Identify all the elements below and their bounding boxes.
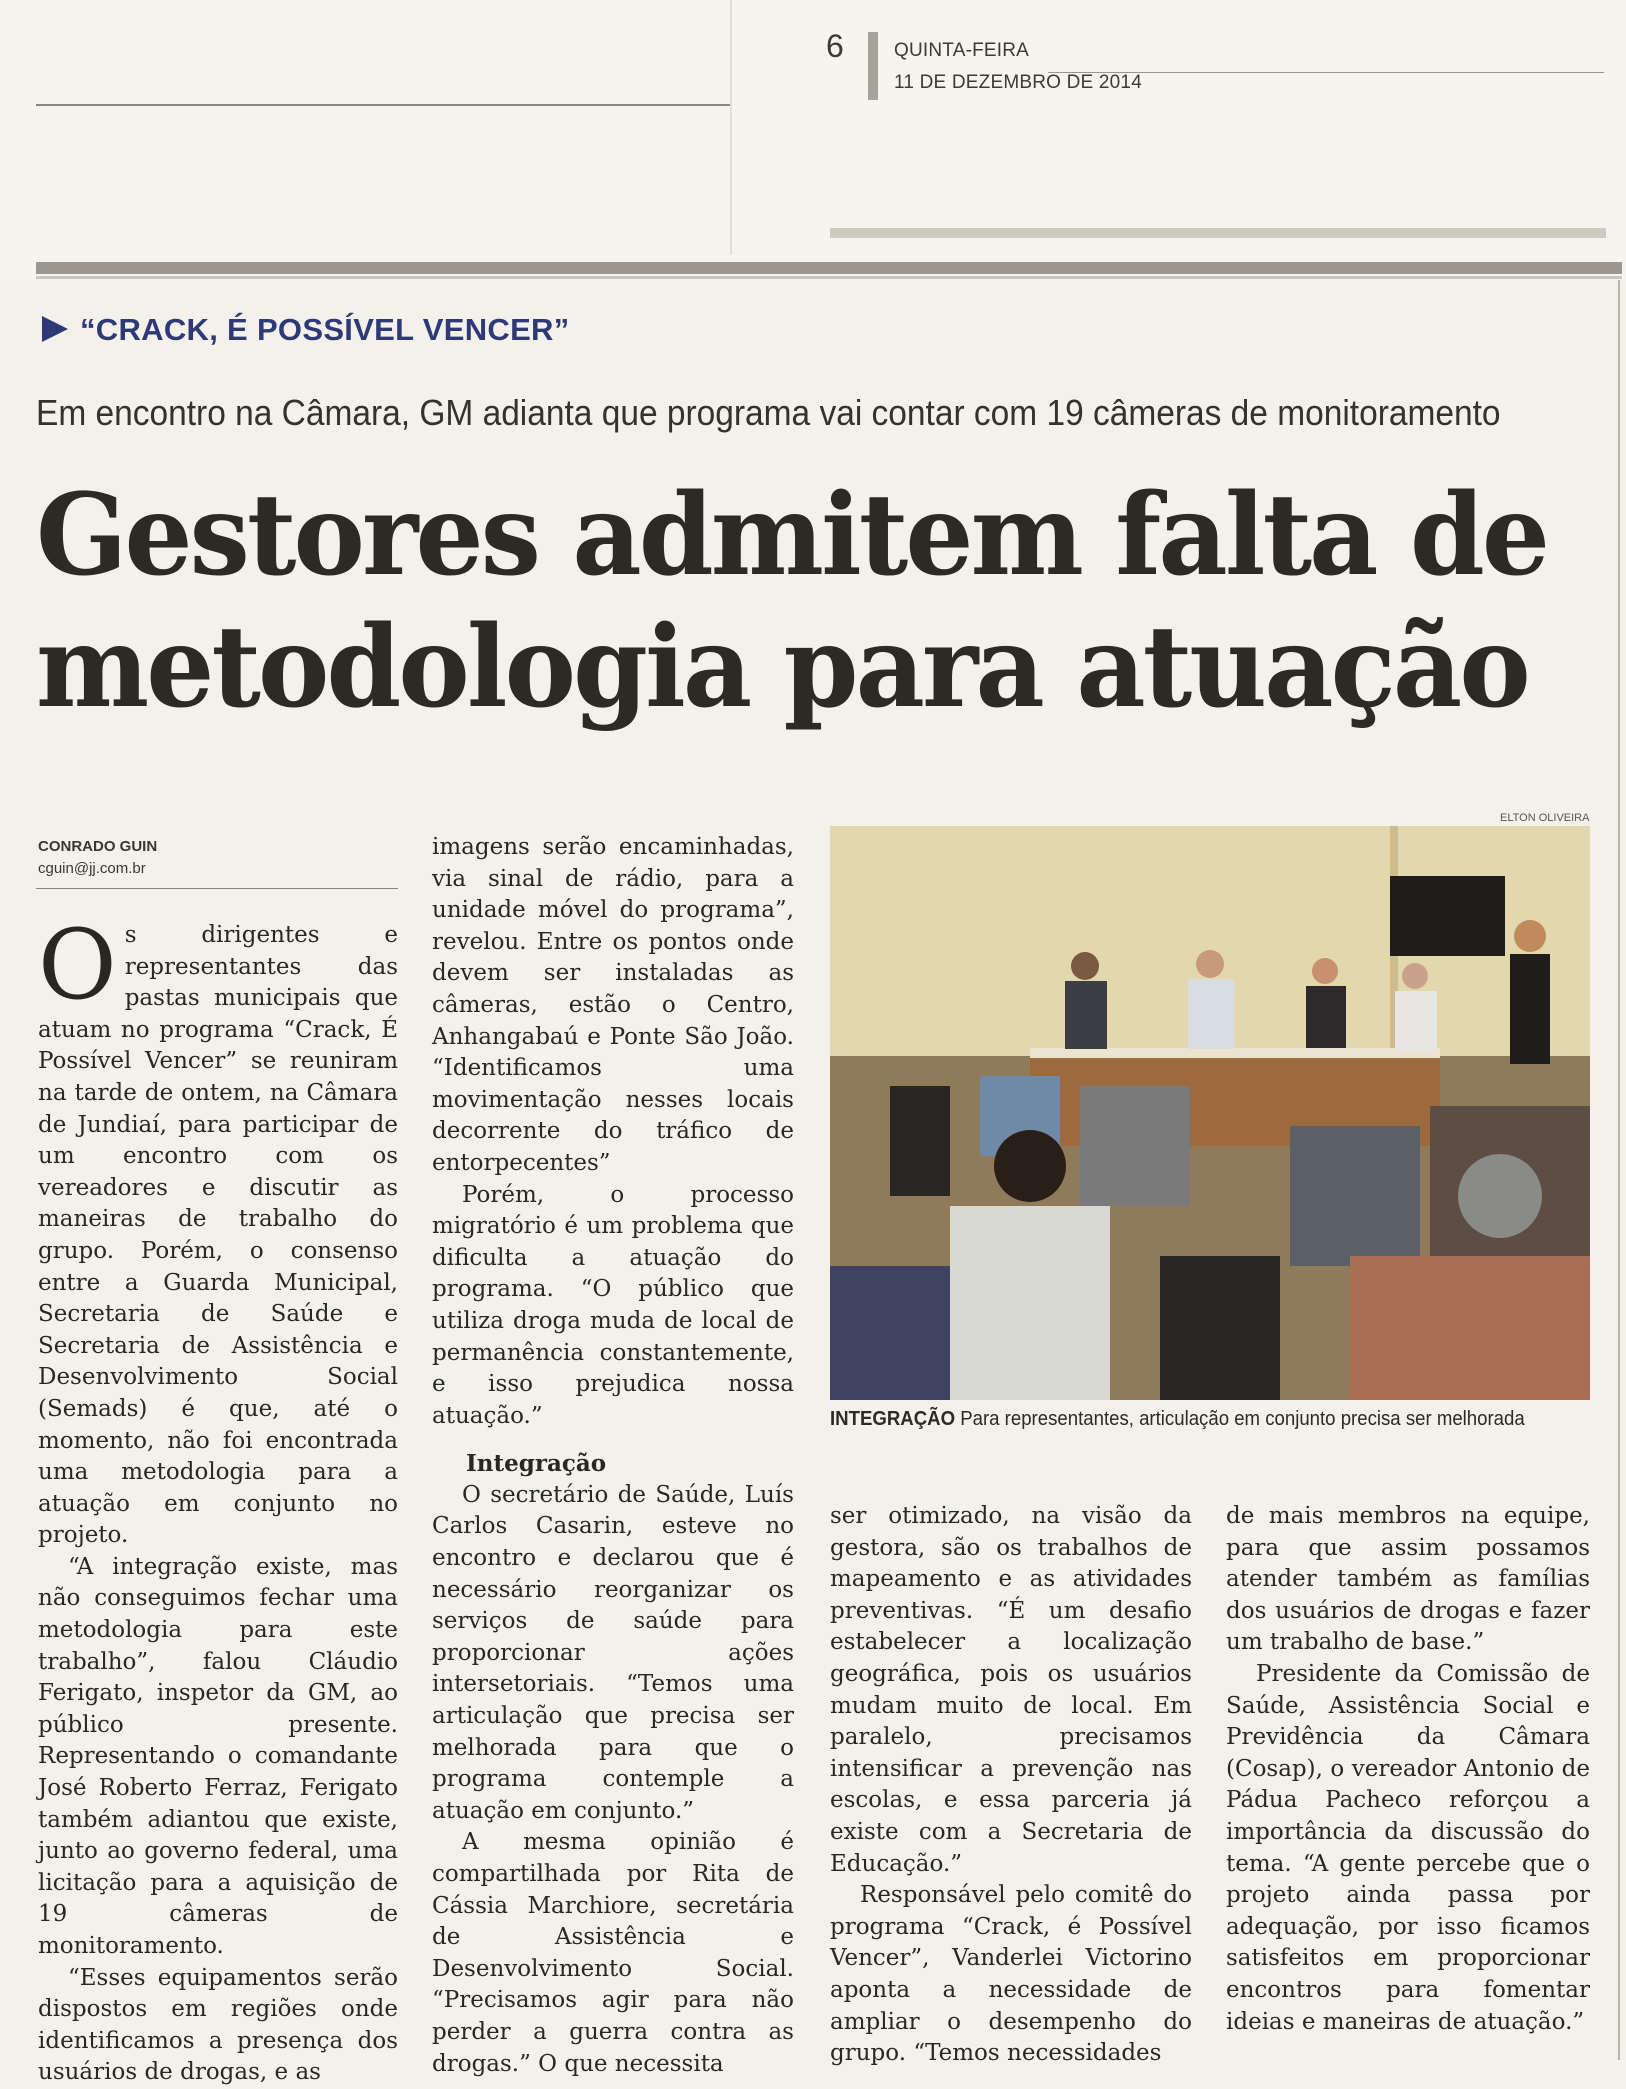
article-column-3 [830,1501,1192,2070]
paragraph: Os dirigentes e representantes das pastas municipais que atuam no programa “Crack, É Possível Vencer” se reuniram na tarde de ontem, na Câmara de Jundiaí, para participar de um encontro com os vereadores e discutir as maneiras de trabalho do grupo. Porém, o consenso entre a Guarda Municipal, Secretaria de Saúde e Secretaria de Assistência e Desenvolvimento Social (Semads) é que, até o momento, não foi encontrada uma metodologia para a atuação em conjunto no projeto. [38,909,398,1549]
weekday-label: QUINTA-FEIRA [894,40,1030,61]
meeting-photo [830,826,1590,1400]
photo-caption [830,1408,1525,1431]
paragraph: Porém, o processo migratório é um problema que dificulta a atuação do programa. “O público que utiliza droga muda de local de permanência constantemente, e isso prejudica nossa atuação.” [432,1181,794,1429]
page-edge [1618,280,1620,2060]
section-band-shadow [36,276,1622,279]
article-column-1 [38,909,398,2089]
meeting-photo-illustration [830,826,1590,1400]
fold-line [730,0,732,255]
headline-line-2: metodologia para atuação [36,602,1528,733]
article-column-4 [1226,1501,1590,2038]
paragraph: imagens serão encaminhadas, via sinal de rádio, para a unidade móvel do programa”, revelou. Entre os pontos onde devem ser instaladas as câmeras, estão o Centro, Anhangabaú e Ponte São João. “Identificamos uma movimentação nesses locais decorrente do tráfico de entorpecentes” [432,834,794,1176]
paragraph: O secretário de Saúde, Luís Carlos Casarin, esteve no encontro e declarou que é necessário reorganizar os serviços de saúde para proporcionar ações intersetoriais. “Temos uma articulação que precisa ser melhorada para que o programa contemple a atuação em conjunto.” [432,1481,794,1824]
top-rule [36,104,730,106]
headline-line-1: Gestores admitem falta de [36,470,1548,601]
kicker-arrow-icon [42,316,68,342]
section-subtitle: Integração [466,1450,607,1478]
byline-rule [36,888,398,889]
paragraph: Presidente da Comissão de Saúde, Assistência Social e Previdência da Câmara (Cosap), o vereador Antonio de Pádua Pacheco reforçou a importância da discussão do tema. “A gente percebe que o projeto ainda passa por adequação, por isso ficamos satisfeitos em proporcionar encontros para fomentar ideias e maneiras de atuação.” [1226,1660,1590,2035]
paragraph: de mais membros na equipe, para que assim possamos atender também as famílias dos usuários de drogas e fazer um trabalho de base.” [1226,1503,1590,1656]
photo-credit: ELTON OLIVEIRA [1500,812,1590,824]
byline-author: CONRADO GUIN [38,838,158,855]
top-clipping-area [0,0,1626,280]
caption-label: INTEGRAÇÃO [830,1408,956,1430]
fold-shadow [830,228,1606,238]
paragraph: ser otimizado, na visão da gestora, são os trabalhos de mapeamento e as atividades preventivas. “É um desafio estabelecer a localização geográfica, pois os usuários mudam muito de local. Em paralelo, precisamos intensificar a prevenção nas escolas, e essa parceria já existe com a Secretaria de Educação.” [830,1503,1192,1877]
section-band [36,262,1622,274]
date-label: 11 DE DEZEMBRO DE 2014 [894,72,1142,93]
byline-email: cguin@jj.com.br [38,860,146,877]
paragraph: A mesma opinião é compartilhada por Rita de Cássia Marchiore, secretária de Assistência e Desenvolvimento Social. “Precisamos agir para não perder a guerra contra as drogas.” O que necessita [432,1829,794,2077]
article-column-2 [432,832,794,2080]
paragraph: “Esses equipamentos serão dispostos em regiões onde identificamos a presença dos usuários de drogas, e as [38,1964,398,2086]
drop-cap: O [38,909,117,1021]
headline [36,470,1547,734]
paragraph: “A integração existe, mas não conseguimos fechar uma metodologia para este trabalho”, falou Cláudio Ferigato, inspetor da GM, ao público presente. Representando o comandante José Roberto Ferraz, Ferigato também adiantou que existe, junto ao governo federal, uma licitação para a aquisição de 19 câmeras de monitoramento. [38,1553,398,1959]
page-number: 6 [826,28,844,64]
section-kicker: “CRACK, É POSSÍVEL VENCER” [80,312,570,347]
subheadline: Em encontro na Câmara, GM adianta que programa vai contar com 19 câmeras de monitoramento [36,392,1501,433]
paragraph: Responsável pelo comitê do programa “Crack, é Possível Vencer”, Vanderlei Victorino aponta a necessidade de ampliar o desempenho do grupo. “Temos necessidades [830,1882,1192,2067]
date-bar [868,32,878,100]
caption-text: Para representantes, articulação em conjunto precisa ser melhorada [960,1408,1525,1430]
